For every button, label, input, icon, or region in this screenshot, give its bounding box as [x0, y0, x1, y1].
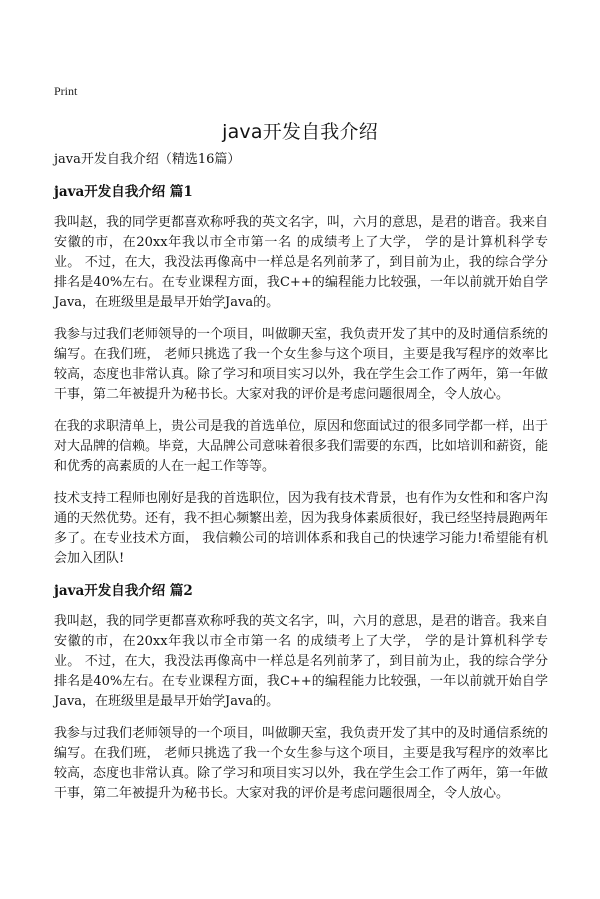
section-heading: java开发自我介绍 篇1 — [54, 184, 193, 200]
page-title: java开发自我介绍 — [222, 121, 378, 143]
paragraph: 在我的求职清单上，贵公司是我的首选单位，原因和您面试过的很多同学都一样，出于对大品牌的信赖。毕竟，大品牌公司意味着很多我们需要的东西，比如培训和薪资，能和优秀的高素质的人在一起工作等等。 — [54, 419, 549, 474]
paragraph: 我叫赵，我的同学更都喜欢称呼我的英文名字，叫，六月的意思，是君的谐音。我来自安徽的市，在20xx年我以市全市第一名 的成绩考上了大学， 学的是计算机科学专业。 不过，在大，我没法再像高中一样总是名列前茅了，到目前为止，我的综合学分排名是40%左右。在专业课程方面，我C++的编程能力比较强，一年以前就开始自学 Java，在班级里是最早开始学Java的。 — [54, 215, 549, 310]
section-heading: java开发自我介绍 篇2 — [54, 583, 193, 599]
print-link[interactable]: Print — [54, 84, 78, 98]
paragraph: 我参与过我们老师领导的一个项目，叫做聊天室，我负责开发了其中的及时通信系统的编写。在我们班， 老师只挑选了我一个女生参与这个项目，主要是我写程序的效率比较高，态度也非常认真。除了学习和项目实习以外，我在学生会工作了两年，第一年做干事，第二年被提升为秘书长。大家对我的评价是考虑问题很周全，令人放心。 — [54, 327, 549, 402]
document-body — [54, 150, 548, 816]
section-1 — [54, 182, 548, 569]
section-2 — [54, 581, 548, 804]
document-subtitle: java开发自我介绍（精选16篇） — [54, 152, 241, 167]
paragraph: 我叫赵，我的同学更都喜欢称呼我的英文名字，叫，六月的意思，是君的谐音。我来自安徽的市，在20xx年我以市全市第一名 的成绩考上了大学， 学的是计算机科学专业。 不过，在大，我没法再像高中一样总是名列前茅了，到目前为止，我的综合学分排名是40%左右。在专业课程方面，我C++的编程能力比较强，一年以前就开始自学 Java，在班级里是最早开始学Java的。 — [54, 614, 549, 709]
paragraph: 技术支持工程师也刚好是我的首选职位，因为我有技术背景，也有作为女性和和客户沟通的天然优势。还有，我不担心频繁出差，因为我身体素质很好，我已经坚持晨跑两年多了。在专业技术方面， 我信赖公司的培训体系和我自己的快速学习能力!希望能有机会加入团队! — [54, 491, 549, 566]
paragraph: 我参与过我们老师领导的一个项目，叫做聊天室，我负责开发了其中的及时通信系统的编写。在我们班， 老师只挑选了我一个女生参与这个项目，主要是我写程序的效率比较高，态度也非常认真。除了学习和项目实习以外，我在学生会工作了两年，第一年做干事，第二年被提升为秘书长。大家对我的评价是考虑问题很周全，令人放心。 — [54, 726, 549, 801]
